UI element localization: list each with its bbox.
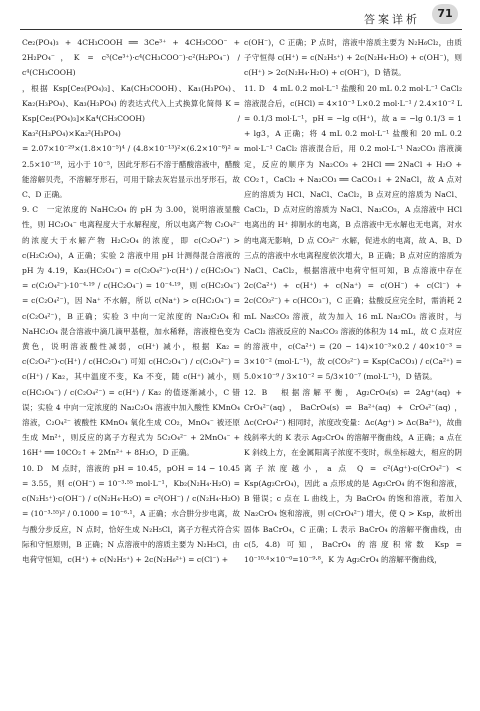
- page-number-badge: 71: [432, 4, 458, 24]
- header-divider: [20, 29, 462, 30]
- left-column: [22, 35, 240, 567]
- page-header: [0, 0, 480, 30]
- paragraph: = 2.07×10⁻²⁹×(1.8×10⁻⁵)⁴ / (4.8×10⁻¹³)²×(6.2×10⁻⁸)² ≈ 2.5×10⁻¹⁸，远小于 10⁻⁵，因此牙形石不溶于醋酸溶液中，醋酸能溶解贝壳，不溶解牙形石，可用于除去灰岩显示出牙形石，故 C、D 正确。: [22, 144, 240, 200]
- right-column: [244, 35, 462, 567]
- question-12-answer: 12. B 根据溶解平衡，Ag₂CrO₄(s) ⇌ 2Ag⁺(aq) + CrO₄²⁻(aq)，BaCrO₄(s) ⇌ Ba²⁺(aq) + CrO₄²⁻(aq)，Δc(CrO₄²⁻) 相同时，浓度改变量：Δc(Ag⁺) > Δc(Ba²⁺)，故曲线斜率大的 K 表示 Ag₂CrO₄ 的溶解平衡曲线，A 正确；a 点在 K 斜线上方，在金属阳离子浓度不变时，纵坐标越大，相应的阴离子浓度越小，a 点 Q = c²(Ag⁺)·c(CrO₄²⁻) < Ksp(Ag₂CrO₄)，因此 a 点形成的是 Ag₂CrO₄ 的不饱和溶液，B 错误；c 点在 L 曲线上，为 BaCrO₄ 的饱和溶液，若加入 Na₂CrO₄ 饱和溶液，则 c(CrO₄²⁻) 增大，使 Q > Ksp，故析出固体 BaCrO₄，C 正确；L 表示 BaCrO₄ 的溶解平衡曲线，由 c(5, 4.8) 可知，BaCrO₄ 的溶度积常数 Ksp = 10⁻¹⁰·⁴×10⁻⁰=10⁻⁹·⁸，K 为 Ag₂CrO₄ 的溶解平衡曲线，: [244, 387, 462, 564]
- paragraph: Ce₂(PO₄)₃ + 4CH₃COOH ══ 3Ce³⁺ + 4CH₃COO⁻ + 2H₂PO₄⁻，K = c³(Ce³⁺)·c⁴(CH₃COO⁻)·c²(H₂PO₄⁻) / c⁴(CH₃COOH): [22, 38, 240, 78]
- paragraph: c(OH⁻)，C 正确；P 点时，溶液中溶质主要为 N₂H₆Cl₂，由质子守恒得 c(H⁺) = c(N₂H₅⁺) + 2c(N₂H₄·H₂O) + c(OH⁻)，则 c(H⁺) > 2c(N₂H₄·H₂O) + c(OH⁻)，D 错误。: [244, 38, 462, 78]
- paragraph: ，根据 Ksp[Ce₂(PO₄)₃]、Ka(CH₃COOH)、Ka₁(H₃PO₄)、Ka₂(H₃PO₄)、Ka₃(H₃PO₄) 的表达式代入上式换算化简得 K = Ksp[Ce₂(PO₄)₃]×Ka⁴(CH₃COOH) / Ka₃²(H₃PO₄)×Ka₂²(H₃PO₄): [22, 83, 240, 139]
- header-title: 答案详析: [364, 13, 420, 26]
- question-9-answer: 9. C 一定浓度的 NaHC₂O₄ 的 pH 为 3.00，说明溶液显酸性，则 HC₂O₄⁻ 电离程度大于水解程度，所以电离产物 C₂O₄²⁻ 的浓度大于水解产物 H₂C₂O₄ 的浓度，即 c(C₂O₄²⁻) > c(H₂C₂O₄)，A 正确；实验 2 溶液中用 pH 计测得混合溶液的 pH 为 4.19，Ka₂(HC₂O₄⁻) = c(C₂O₄²⁻)·c(H⁺) / c(HC₂O₄⁻) = c(C₂O₄²⁻)·10⁻⁴·¹⁹ / c(HC₂O₄⁻) = 10⁻⁴·¹⁹，则 c(HC₂O₄⁻) = c(C₂O₄²⁻)，因 Na⁺ 不水解，所以 c(Na⁺) > c(HC₂O₄⁻) = c(C₂O₄²⁻)，B 正确；实验 3 中向一定浓度的 Na₂C₂O₄ 和 NaHC₂O₄ 混合溶液中滴几滴甲基橙，加水稀释，溶液橙色变为黄色，说明溶液酸性减弱，c(H⁺) 减小，根据 Ka₂ = c(C₂O₄²⁻)·c(H⁺) / c(HC₂O₄⁻) 可知 c(HC₂O₄⁻) / c(C₂O₄²⁻) = c(H⁺) / Ka₂，其中温度不变，Ka 不变，随 c(H⁺) 减小，则 c(HC₂O₄⁻) / c(C₂O₄²⁻) = c(H⁺) / Ka₂ 的值逐渐减小，C 错误；实验 4 中向一定浓度的 Na₂C₂O₄ 溶液中加入酸性 KMnO₄ 溶液，C₂O₄²⁻ 被酸性 KMnO₄ 氧化生成 CO₂，MnO₄⁻ 被还原生成 Mn²⁺，则反应的离子方程式为 5C₂O₄²⁻ + 2MnO₄⁻ + 16H⁺ ══ 10CO₂↑ + 2Mn²⁺ + 8H₂O，D 正确。: [22, 205, 240, 458]
- question-10-answer: 10. D M 点时，溶液的 pH = 10.45，pOH = 14 − 10.45 = 3.55，则 c(OH⁻) = 10⁻³·⁵⁵ mol·L⁻¹，Kb₂(N₂H₄·H₂O) = c(N₂H₅⁺)·c(OH⁻) / c(N₂H₄·H₂O) = c²(OH⁻) / c(N₂H₄·H₂O) = (10⁻³·⁵⁵)² / 0.1000 = 10⁻⁶·¹，A 正确；水合肼分步电离，故与酸分步反应，N 点时，恰好生成 N₂H₅Cl，离子方程式符合实际和守恒原则，B 正确；N 点溶液中的溶质主要为 N₂H₅Cl，由电荷守恒知，c(H⁺) + c(N₂H₅⁺) + 2c(N₂H₆²⁺) = c(Cl⁻) +: [22, 463, 240, 564]
- question-11-answer: 11. D 4 mL 0.2 mol·L⁻¹ 盐酸和 20 mL 0.2 mol·L⁻¹ CaCl₂ 溶液混合后，c(HCl) = 4×10⁻³ L×0.2 mol·L⁻¹ / 2.4×10⁻² L = 0.1/3 mol·L⁻¹，pH = −lg c(H⁺)，故 a = −lg 0.1/3 = 1 + lg3，A 正确；将 4 mL 0.2 mol·L⁻¹ 盐酸和 20 mL 0.2 mol·L⁻¹ CaCl₂ 溶液混合后，用 0.2 mol·L⁻¹ Na₂CO₃ 溶液滴定，反应的顺序为 Na₂CO₃ + 2HCl ══ 2NaCl + H₂O + CO₂↑，CaCl₂ + Na₂CO₃ ══ CaCO₃↓ + 2NaCl，故 A 点对应的溶质为 HCl、NaCl、CaCl₂，B 点对应的溶质为 NaCl、CaCl₂，D 点对应的溶质为 NaCl、Na₂CO₃，A 点溶液中 HCl 电离出的 H⁺ 抑制水的电离，B 点溶液中无水解也无电离，对水的电离无影响，D 点 CO₃²⁻ 水解，促进水的电离，故 A、B、D 三点的溶液中水电离程度依次增大，B 正确；B 点对应的溶质为 NaCl、CaCl₂，根据溶液中电荷守恒可知，B 点溶液中存在 2c(Ca²⁺) + c(H⁺) + c(Na⁺) = c(OH⁻) + c(Cl⁻) + 2c(CO₃²⁻) + c(HCO₃⁻)，C 正确；盐酸反应完全时，需消耗 2 mL Na₂CO₃ 溶液，故为加入 16 mL Na₂CO₃ 溶液时，与 CaCl₂ 溶液反应的 Na₂CO₃ 溶液的体积为 14 mL，故 C 点对应的溶液中，c(Ca²⁺) = (20 − 14)×10⁻³×0.2 / 40×10⁻³ = 3×10⁻² (mol·L⁻¹)，故 c(CO₃²⁻) = Ksp(CaCO₃) / c(Ca²⁺) = 5.0×10⁻⁹ / 3×10⁻² = 5/3×10⁻⁷ (mol·L⁻¹)，D 错误。: [244, 83, 462, 382]
